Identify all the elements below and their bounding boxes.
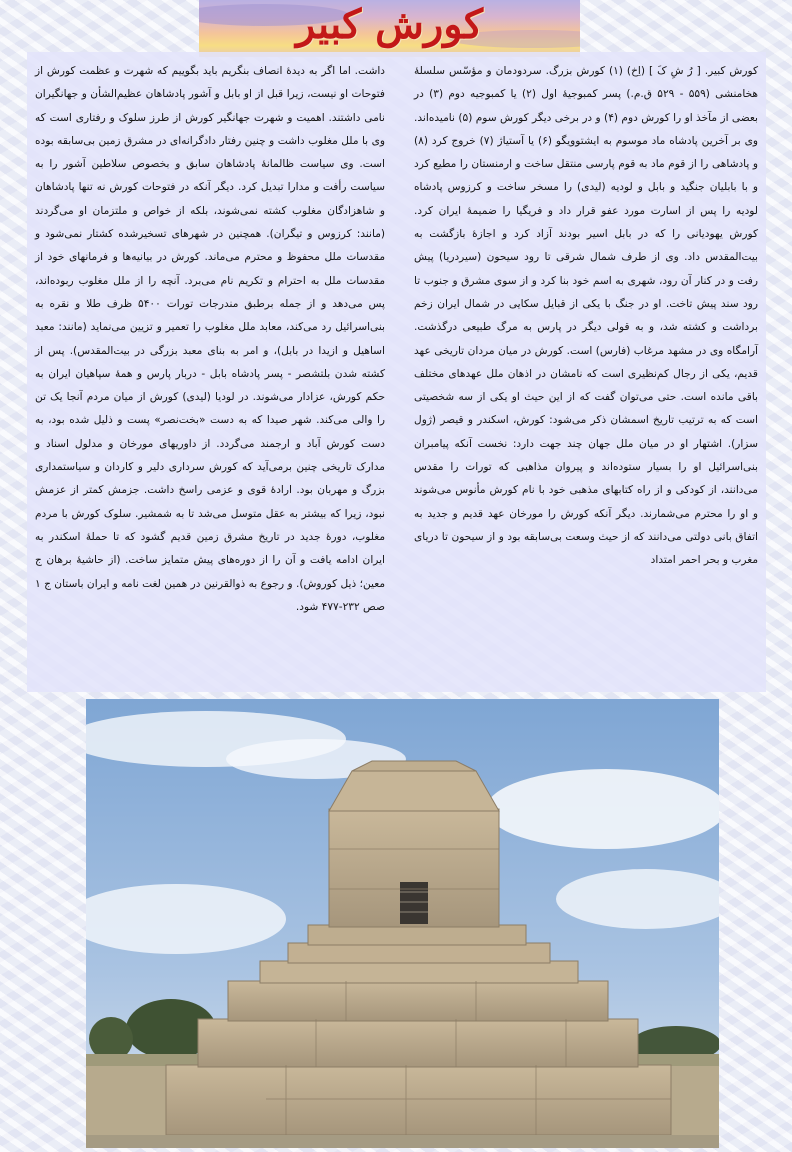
title-banner bbox=[199, 0, 580, 57]
page-title: کورش کبیر bbox=[295, 1, 484, 48]
article-panel bbox=[27, 52, 766, 692]
article-column-left: داشت. اما اگر به دیدهٔ انصاف بنگریم باید بگوییم که شهرت و عظمت کورش از فتوحات او نیست، زیرا قبل از او بابل و آشور پادشاهان عظیم‌الشأن و جهانگیران نامی داشتند. اهمیت و شهرت جهانگیر کورش از طرز سلوک و رفتاری است که وی با ملل مغلوب داشت و چنین رفتار دادگرانه‌ای در مشرق زمین بی‌سابقه بوده است. وی سیاست ظالمانهٔ پادشاهان سابق و بخصوص سلاطین آشور را به سیاست رأفت و مدارا تبدیل کرد. دیگر آنکه در فتوحات کورش نه تنها پادشاهان و شاهزادگان مغلوب کشته نمی‌شوند، بلکه از خواص و ملتزمان او می‌گردند (مانند: کرزوس و تیگران). همچنین در شهرهای تسخیرشده کشتار نمی‌شود و مقدسات ملل محفوظ و محترم می‌ماند. کورش در بیانیه‌ها و فرمانهای خود از مقدسات ملل به احترام و تکریم نام می‌برد. آنچه را از ملل مغلوب ربوده‌اند، پس می‌دهد و از جمله برطبق مندرجات تورات ۵۴۰۰ ظرف طلا و نقره به بنی‌اسرائیل رد می‌کند، معابد ملل مغلوب را تعمیر و تزیین می‌نماید (مانند: معبد اساهیل و ازیدا در بابل)، و امر به بنای معبد بزرگی در بیت‌المقدس). پس از کشته شدن بلتشصر - پسر پادشاه بابل - دربار پارس و همهٔ سپاهیان ایران به حکم کورش، عزادار می‌شوند. در لودیا (لیدی) کورش از میان مردم آنجا یک تن را والی می‌کند. شهر صیدا که به دست «بخت‌نصر» پست و ذلیل شده بود، به دست کورش آباد و ارجمند می‌گردد. از داوریهای مورخان و مدلول اسناد و مدارک تاریخی چنین برمی‌آید که کورش سرداری دلیر و کاردان و سیاستمداری بزرگ و مهربان بود. ارادهٔ قوی و عزمی راسخ داشت. جزمش کمتر از عزمش نبود، زیرا که بیشتر به عقل متوسل می‌شد تا به شمشیر. سلوک کورش با مردم مغلوب، دورهٔ جدید در تاریخ مشرق زمین قدیم گشود که تا حملهٔ اسکندر به ایران ادامه یافت و آن را از دوره‌های پیش متمایز ساخت. (از حاشیهٔ برهان ج معین؛ ذیل کوروش). و رجوع به ذوالقرنین در همین لغت نامه و ایران باستان ج ۱ صص ۲۳۲-۴۷۷ شود. bbox=[35, 65, 386, 613]
article-column-right: کورش کبیر. [ رُ شِ کَ ] (اِخ) (۱) کورش بزرگ. سردودمان و مؤسّس سلسلهٔ هخامنشی (۵۵۹ - ۵۲۹ ق.م.) پسر کمبوجیهٔ اول (۲) یا کمبوجیه دوم (۳) در بعضی از مآخذ او را کورش دوم (۴) و در برخی دیگر کورش سوم (۵) نامیده‌اند. وی بر آخرین پادشاه ماد موسوم به ایشتوویگو (۶) یا آستیاژ (۷) خروج کرد (۸) و پادشاهی را از قوم ماد به قوم پارسی منتقل ساخت و ارمنستان را مطیع کرد و با بابلیان جنگید و بابل و لودیه (لیدی) را مسخر ساخت و کرزوس پادشاه لودیه را پس از اسارت مورد عفو قرار داد و فریگیا را ضمیمهٔ ایران کرد. کورش یهودیانی را که در بابل اسیر بودند آزاد کرد و اجازهٔ بازگشت به بیت‌المقدس داد. وی از طرف شمال شرقی تا رود سیحون (سیردریا) پیش رفت و در کنار آن رود، شهری به اسم خود بنا کرد و از سوی مشرق و جنوب تا رود سند پیش تاخت. او در جنگ با یکی از قبایل سکایی در شمال ایران زخم برداشت و کشته شد، و به قولی دیگر در پارس به مرگ طبیعی درگذشت. آرامگاه وی در مشهد مرغاب (فارس) است. کورش در میان مردان تاریخی عهد قدیم، یکی از رجال کم‌نظیری است که نامشان در اذهان ملل عهدهای مختلف باقی مانده است. حتی می‌توان گفت که از این حیث او یکی از سه شخصیتی است که به ترتیب تاریخ اسمشان ذکر می‌شود: کورش، اسکندر و قیصر (ژول سزار). اشتهار او در میان ملل جهان چند جهت دارد: نخست آنکه پیامبران بنی‌اسرائیل او را بسیار ستوده‌اند و پیروان مذاهبی که تورات را مقدس می‌دانند، از کودکی و از راه کتابهای مذهبی خود با نام کورش مأنوس می‌شوند و او را محترم می‌شمارند. دیگر آنکه کورش را مورخان عهد قدیم و جدید به اتفاق بانی دولتی می‌دانند که از حیث وسعت بی‌سابقه بود و از سیحون تا دریای مغرب و بحر احمر امتداد bbox=[414, 65, 758, 567]
tomb-of-cyrus-photo bbox=[86, 699, 719, 1148]
